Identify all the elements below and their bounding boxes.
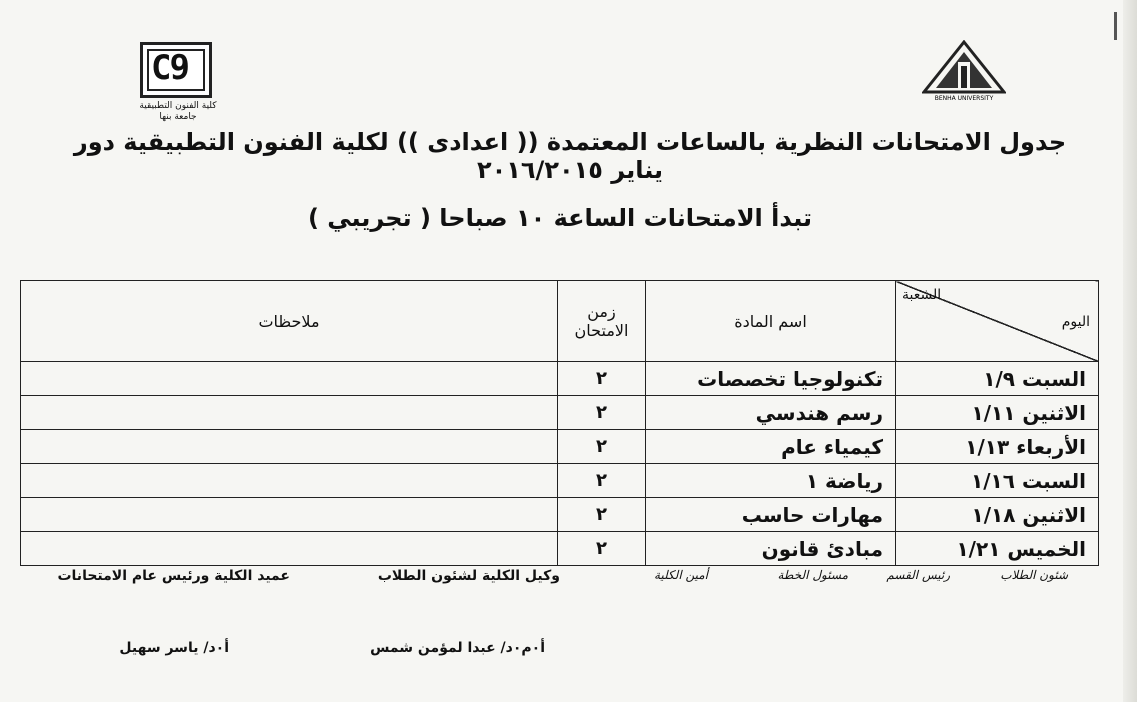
cell-day: الخميس ١/٢١ xyxy=(896,532,1099,566)
cell-time: ٢ xyxy=(558,430,646,464)
cell-time: ٢ xyxy=(558,532,646,566)
table-row xyxy=(21,532,1099,566)
cell-subject: رياضة ١ xyxy=(646,464,896,498)
university-name-caption: جامعة بنها xyxy=(159,112,197,122)
cell-day: الأربعاء ١/١٣ xyxy=(896,430,1099,464)
table-row xyxy=(21,430,1099,464)
sig-vice-dean: وكيل الكلية لشئون الطلاب xyxy=(377,568,560,584)
faculty-logo-caption xyxy=(138,101,218,123)
page-subtitle: تبدأ الامتحانات الساعة ١٠ صباحا ( تجريبي ) xyxy=(307,204,813,232)
cell-day: السبت ١/٩ xyxy=(896,362,1099,396)
cell-subject: مهارات حاسب xyxy=(646,498,896,532)
faculty-logo xyxy=(138,42,218,123)
sig-dept-head: رئيس القسم xyxy=(886,568,950,582)
cell-notes xyxy=(21,362,558,396)
header-day-division xyxy=(896,281,1099,362)
table-row xyxy=(21,498,1099,532)
page-title: جدول الامتحانات النظرية بالساعات المعتمدة (( اعدادى )) لكلية الفنون التطبيقية دور يناير ٢٠١٦/٢٠١٥ xyxy=(73,128,1067,184)
cell-time: ٢ xyxy=(558,498,646,532)
header-subject: اسم المادة xyxy=(646,281,896,362)
page-edge-mark xyxy=(1114,12,1117,40)
header-exam-time xyxy=(558,281,646,362)
sig-student-affairs: شئون الطلاب xyxy=(1000,568,1068,582)
cell-notes xyxy=(21,498,558,532)
table-row xyxy=(21,396,1099,430)
table-row xyxy=(21,464,1099,498)
table-row xyxy=(21,362,1099,396)
cell-time: ٢ xyxy=(558,396,646,430)
cell-time: ٢ xyxy=(558,362,646,396)
header-division: الشعبة xyxy=(902,287,942,303)
vice-dean-name: أ٠م٠د/ عبدا لمؤمن شمس xyxy=(370,640,545,656)
sig-plan-officer: مسئول الخطة xyxy=(777,568,848,582)
cell-notes xyxy=(21,464,558,498)
cell-subject: رسم هندسي xyxy=(646,396,896,430)
table-header-row xyxy=(21,281,1099,362)
header-time-line1: زمن xyxy=(587,302,616,321)
header-time-line2: الامتحان xyxy=(574,321,629,340)
university-logo xyxy=(922,40,1006,102)
faculty-logo-mark: C9 xyxy=(140,42,212,98)
page-edge xyxy=(1123,0,1137,702)
university-logo-text: BENHA UNIVERSITY xyxy=(934,95,994,102)
dean-name: أ٠د/ ياسر سهيل xyxy=(119,640,229,656)
cell-notes xyxy=(21,396,558,430)
sig-college-secretary: أمين الكلية xyxy=(654,568,708,582)
cell-day: الاثنين ١/١٨ xyxy=(896,498,1099,532)
cell-day: الاثنين ١/١١ xyxy=(896,396,1099,430)
cell-time: ٢ xyxy=(558,464,646,498)
cell-subject: كيمياء عام xyxy=(646,430,896,464)
header-notes: ملاحظات xyxy=(21,281,558,362)
exam-schedule-table xyxy=(20,280,1099,566)
faculty-name-caption: كلية الفنون التطبيقية xyxy=(139,101,217,111)
cell-subject: تكنولوجيا تخصصات xyxy=(646,362,896,396)
cell-notes xyxy=(21,430,558,464)
sig-dean: عميد الكلية ورئيس عام الامتحانات xyxy=(57,568,290,584)
cell-notes xyxy=(21,532,558,566)
cell-subject: مبادئ قانون xyxy=(646,532,896,566)
cell-day: السبت ١/١٦ xyxy=(896,464,1099,498)
header-day: اليوم xyxy=(1061,314,1090,330)
